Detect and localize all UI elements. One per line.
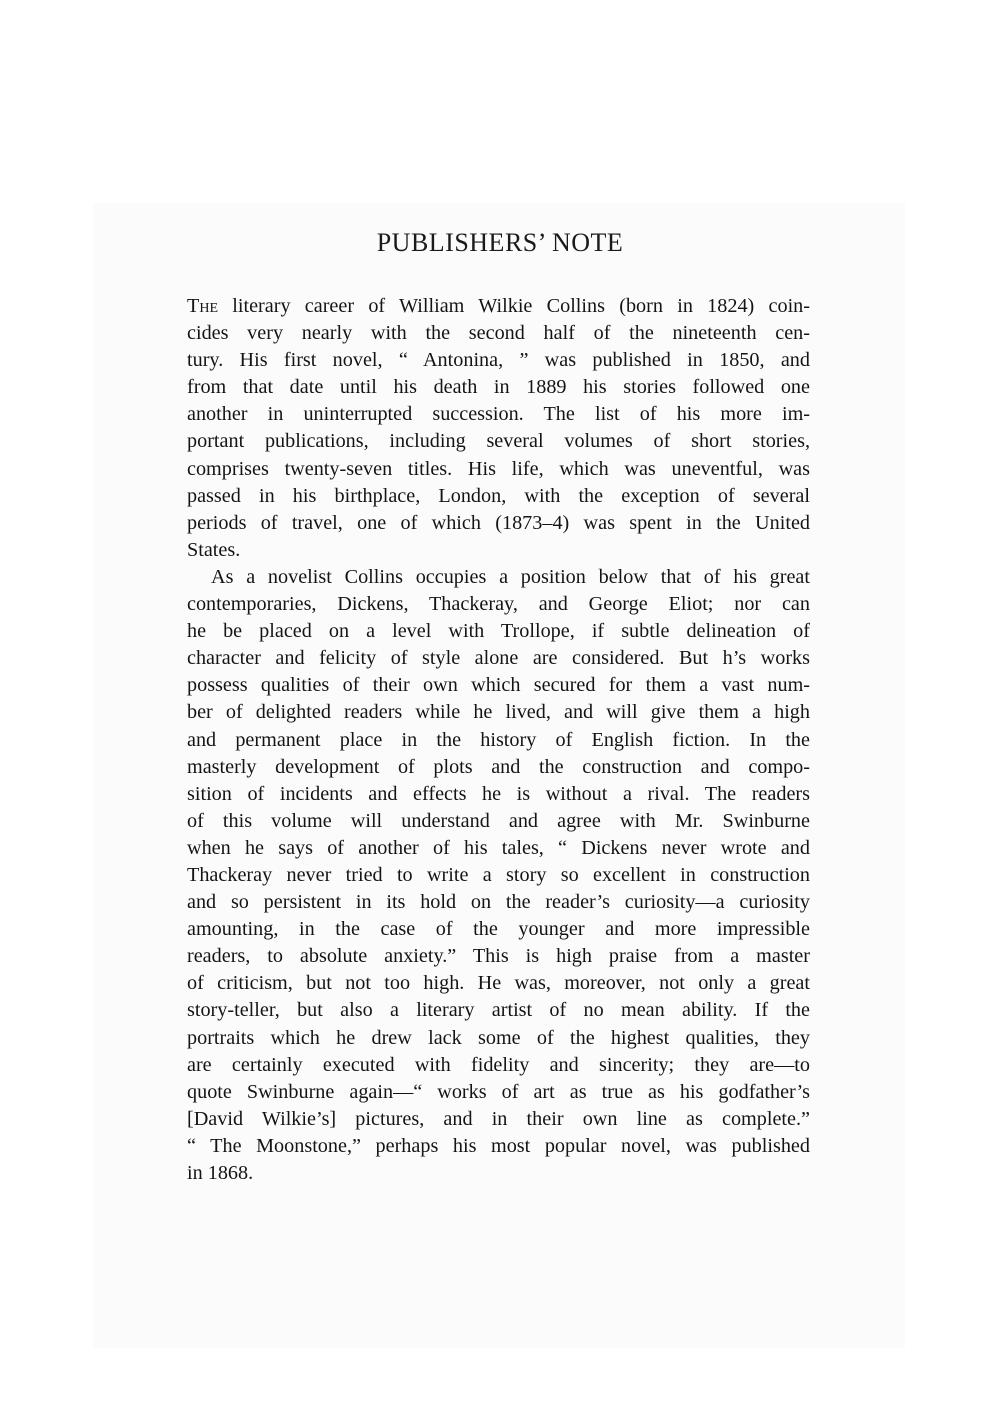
text-line: passed in his birthplace, London, with the exception of several	[187, 484, 810, 507]
text-line: and so persistent in its hold on the reader’s curiosity—a curiosity	[187, 891, 810, 914]
text-line: contemporaries, Dickens, Thackeray, and George Eliot; nor can	[187, 593, 810, 616]
text-line: comprises twenty-seven titles. His life, which was uneventful, was	[187, 457, 810, 480]
lead-word: The	[187, 295, 218, 317]
text-line: amounting, in the case of the younger and more impressible	[187, 918, 810, 941]
text-line: As a novelist Collins occupies a position below that of his great	[211, 565, 810, 588]
text-line-rest: literary career of William Wilkie Collins (born in 1824) coin-	[218, 295, 810, 317]
text-line: from that date until his death in 1889 his stories followed one	[187, 376, 810, 399]
text-line: sition of incidents and effects he is without a rival. The readers	[187, 782, 810, 805]
text-line: story-teller, but also a literary artist of no mean ability. If the	[187, 999, 810, 1022]
text-line: masterly development of plots and the construction and compo-	[187, 755, 810, 778]
text-line: and permanent place in the history of English fiction. In the	[187, 728, 810, 751]
text-line: character and felicity of style alone are considered. But h’s works	[187, 647, 810, 670]
paragraph-1	[187, 293, 810, 564]
text-line: of criticism, but not too high. He was, moreover, not only a great	[187, 972, 810, 995]
text-line: another in uninterrupted succession. The list of his more im-	[187, 403, 810, 426]
text-line: “ The Moonstone,” perhaps his most popular novel, was published	[187, 1134, 810, 1157]
page-title: PUBLISHERS’ NOTE	[376, 228, 624, 257]
paragraph-2	[187, 564, 810, 1187]
text-line: periods of travel, one of which (1873–4) was spent in the United	[187, 511, 810, 534]
text-line: tury. His first novel, “ Antonina, ” was published in 1850, and	[187, 349, 810, 372]
text-line: ber of delighted readers while he lived, and will give them a high	[187, 701, 810, 724]
text-line: [David Wilkie’s] pictures, and in their own line as complete.”	[187, 1107, 810, 1130]
text-line: in 1868.	[187, 1162, 254, 1184]
text-line: portant publications, including several volumes of short stories,	[187, 430, 810, 453]
text-line: are certainly executed with fidelity and sincerity; they are—to	[187, 1053, 810, 1076]
text-line: he be placed on a level with Trollope, if subtle delineation of	[187, 620, 810, 643]
text-line: cides very nearly with the second half of the nineteenth cen-	[187, 322, 810, 345]
text-line: possess qualities of their own which secured for them a vast num-	[187, 674, 810, 697]
text-line: when he says of another of his tales, “ Dickens never wrote and	[187, 836, 810, 859]
text-line	[187, 293, 810, 320]
text-line: quote Swinburne again—“ works of art as true as his godfather’s	[187, 1080, 810, 1103]
text-line: readers, to absolute anxiety.” This is high praise from a master	[187, 945, 810, 968]
text-line: States.	[187, 538, 241, 561]
text-line: portraits which he drew lack some of the highest qualities, they	[187, 1026, 810, 1049]
body-text	[187, 293, 810, 1187]
text-line: Thackeray never tried to write a story so excellent in construction	[187, 863, 810, 886]
text-line: of this volume will understand and agree with Mr. Swinburne	[187, 809, 810, 832]
